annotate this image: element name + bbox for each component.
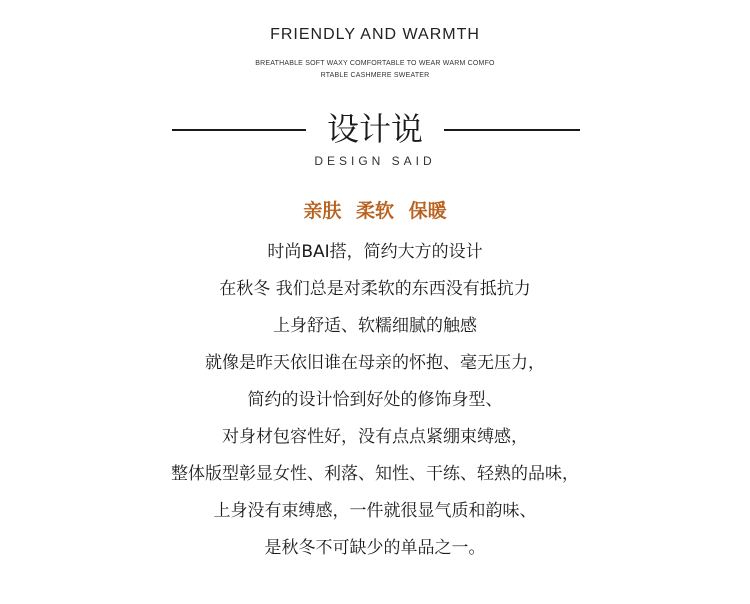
description-line: 整体版型彰显女性、利落、知性、干练、轻熟的品味， bbox=[171, 464, 579, 484]
heading-subtitle-line-1: BREATHABLE SOFT WAXY COMFORTABLE TO WEAR WARM COMFO bbox=[255, 60, 495, 67]
description-line: 上身没有束缚感，一件就很显气质和韵味、 bbox=[213, 501, 537, 521]
description-lines bbox=[0, 238, 750, 571]
description-line: 是秋冬不可缺少的单品之一。 bbox=[264, 538, 486, 558]
section-title-english: DESIGN SAID bbox=[314, 154, 436, 168]
divider-right bbox=[444, 129, 580, 131]
description-line: 上身舒适、软糯细腻的触感 bbox=[273, 316, 477, 336]
section-title-chinese: 设计说 bbox=[326, 110, 423, 148]
description-line: 对身材包容性好，没有点点紧绷束缚感， bbox=[222, 427, 528, 447]
description-line: 时尚BAI搭，简约大方的设计 bbox=[267, 242, 483, 262]
description-line: 简约的设计恰到好处的修饰身型、 bbox=[247, 390, 503, 410]
description-line: 就像是昨天依旧谁在母亲的怀抱、毫无压力， bbox=[205, 353, 545, 373]
heading-subtitle-line-2: RTABLE CASHMERE SWEATER bbox=[320, 72, 430, 79]
description-line: 在秋冬 我们总是对柔软的东西没有抵抗力 bbox=[219, 279, 531, 299]
section-title-row bbox=[0, 106, 750, 152]
feature-highlight: 亲肤 柔软 保暖 bbox=[303, 200, 447, 222]
heading-title: FRIENDLY AND WARMTH bbox=[270, 26, 480, 43]
divider-left bbox=[172, 129, 306, 131]
